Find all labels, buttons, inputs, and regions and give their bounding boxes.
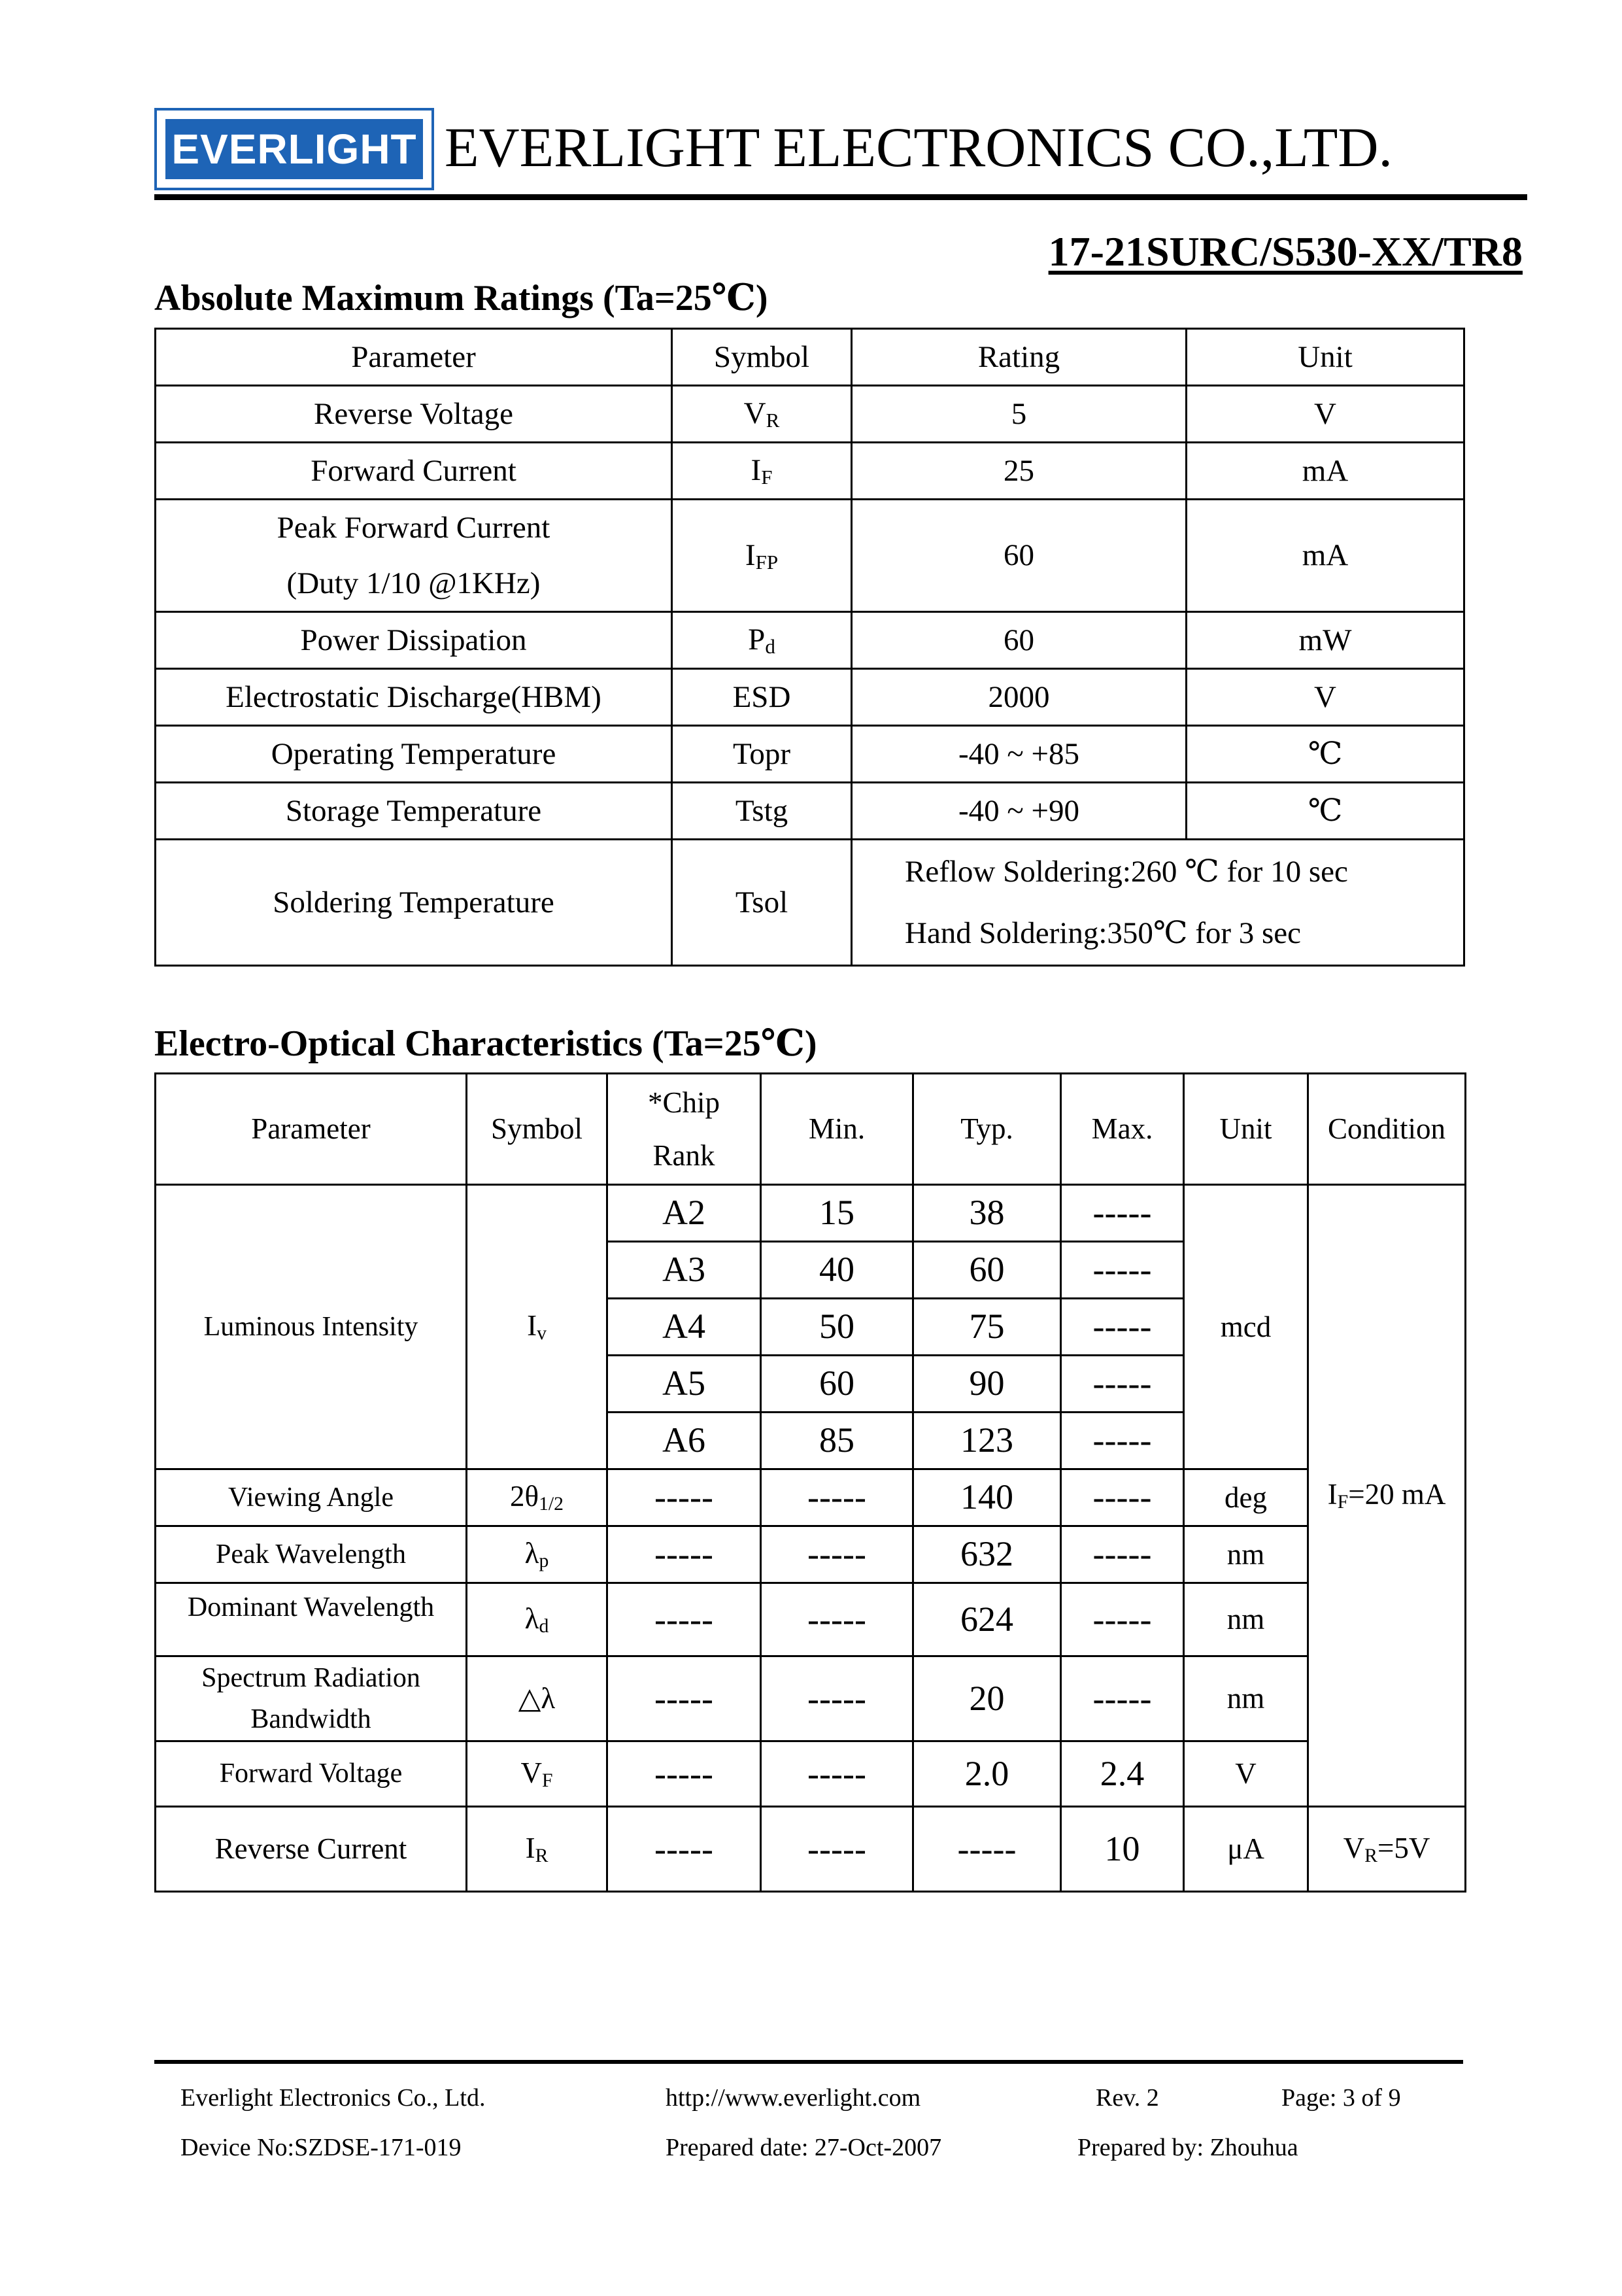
max-cell: ----- <box>1061 1469 1184 1526</box>
header-cell: Condition <box>1308 1074 1466 1185</box>
table-row <box>156 1526 1466 1583</box>
param-cell: Peak Forward Current (Duty 1/10 @1KHz) <box>156 500 672 612</box>
symbol-cell: $2\theta_{1/2}$ <box>467 1469 607 1526</box>
param-cell: Dominant Wavelength <box>156 1583 467 1656</box>
max-cell: ----- <box>1061 1413 1184 1469</box>
max-cell: ----- <box>1061 1242 1184 1299</box>
typ-cell: 624 <box>913 1583 1061 1656</box>
unit-cell: V <box>1187 669 1464 726</box>
table-row <box>156 1807 1466 1892</box>
param-cell: Viewing Angle <box>156 1469 467 1526</box>
table-row <box>156 500 1464 612</box>
min-cell: 60 <box>761 1356 913 1413</box>
rank-cell: ----- <box>607 1583 761 1656</box>
unit-cell: mcd <box>1184 1185 1308 1469</box>
symbol-cell: $V_F$ <box>467 1741 607 1807</box>
table-row <box>156 1469 1466 1526</box>
unit-cell: V <box>1187 386 1464 443</box>
symbol-cell: $I_v$ <box>467 1185 607 1469</box>
rating-cell: -40 ~ +90 <box>852 783 1187 840</box>
part-number: 17-21SURC/S530-XX/TR8 <box>1048 228 1523 275</box>
unit-cell: nm <box>1184 1583 1308 1656</box>
rating-cell: 60 <box>852 500 1187 612</box>
typ-cell: 90 <box>913 1356 1061 1413</box>
header-cell: Max. <box>1061 1074 1184 1185</box>
symbol-cell: $\lambda_p$ <box>467 1526 607 1583</box>
table-row <box>156 386 1464 443</box>
footer-revision: Rev. 2 <box>1096 2084 1159 2112</box>
symbol-cell: $V_R$ <box>672 386 852 443</box>
unit-cell: deg <box>1184 1469 1308 1526</box>
rank-cell: ----- <box>607 1656 761 1741</box>
typ-cell: 75 <box>913 1299 1061 1356</box>
rank-cell: ----- <box>607 1526 761 1583</box>
min-cell: ----- <box>761 1807 913 1892</box>
symbol-cell: $P_d$ <box>672 612 852 669</box>
max-cell: ----- <box>1061 1356 1184 1413</box>
symbol-cell: $I_{FP}$ <box>672 500 852 612</box>
header-cell: Rating <box>852 329 1187 386</box>
table-row <box>156 1656 1466 1741</box>
unit-cell: μA <box>1184 1807 1308 1892</box>
min-cell: ----- <box>761 1526 913 1583</box>
max-cell: ----- <box>1061 1526 1184 1583</box>
min-cell: ----- <box>761 1583 913 1656</box>
typ-cell: 2.0 <box>913 1741 1061 1807</box>
typ-cell: 632 <box>913 1526 1061 1583</box>
logo-text: EVERLIGHT <box>165 119 423 179</box>
table-row <box>156 669 1464 726</box>
table-row <box>156 612 1464 669</box>
table-row <box>156 840 1464 966</box>
rating-cell: 25 <box>852 443 1187 500</box>
table-row <box>156 443 1464 500</box>
symbol-cell: ESD <box>672 669 852 726</box>
header-cell: Symbol <box>467 1074 607 1185</box>
header-cell: Unit <box>1187 329 1464 386</box>
table-row <box>156 1741 1466 1807</box>
unit-cell: mA <box>1187 500 1464 612</box>
typ-cell: 123 <box>913 1413 1061 1469</box>
param-cell: Luminous Intensity <box>156 1185 467 1469</box>
condition-cell: $I_F=20$ mA <box>1308 1185 1466 1807</box>
rank-cell: A4 <box>607 1299 761 1356</box>
header-cell: Unit <box>1184 1074 1308 1185</box>
rating-cell: 2000 <box>852 669 1187 726</box>
min-cell: 50 <box>761 1299 913 1356</box>
rating-cell: 5 <box>852 386 1187 443</box>
param-cell: Forward Current <box>156 443 672 500</box>
min-cell: 15 <box>761 1185 913 1242</box>
table-row <box>156 783 1464 840</box>
unit-cell: mA <box>1187 443 1464 500</box>
table-row <box>156 1583 1466 1656</box>
max-cell: ----- <box>1061 1583 1184 1656</box>
symbol-cell: $I_F$ <box>672 443 852 500</box>
max-cell: ----- <box>1061 1185 1184 1242</box>
footer-divider <box>154 2060 1463 2064</box>
unit-cell: mW <box>1187 612 1464 669</box>
unit-cell: nm <box>1184 1526 1308 1583</box>
symbol-cell: $I_R$ <box>467 1807 607 1892</box>
footer-url[interactable]: http://www.everlight.com <box>666 2084 921 2112</box>
param-cell: Electrostatic Discharge(HBM) <box>156 669 672 726</box>
param-cell: Reverse Current <box>156 1807 467 1892</box>
typ-cell: 38 <box>913 1185 1061 1242</box>
unit-cell: nm <box>1184 1656 1308 1741</box>
typ-cell: ----- <box>913 1807 1061 1892</box>
typ-cell: 60 <box>913 1242 1061 1299</box>
param-cell: Forward Voltage <box>156 1741 467 1807</box>
param-cell: Reverse Voltage <box>156 386 672 443</box>
header-cell: Symbol <box>672 329 852 386</box>
min-cell: ----- <box>761 1741 913 1807</box>
header-cell: Parameter <box>156 1074 467 1185</box>
param-cell: Storage Temperature <box>156 783 672 840</box>
param-cell: Peak Wavelength <box>156 1526 467 1583</box>
min-cell: ----- <box>761 1469 913 1526</box>
footer-page-number: Page: 3 of 9 <box>1281 2084 1401 2112</box>
min-cell: 85 <box>761 1413 913 1469</box>
rank-cell: ----- <box>607 1469 761 1526</box>
typ-cell: 20 <box>913 1656 1061 1741</box>
unit-cell: ℃ <box>1187 726 1464 783</box>
param-cell: Operating Temperature <box>156 726 672 783</box>
soldering-rating-cell: Reflow Soldering:260 ℃ for 10 sec Hand Soldering:350℃ for 3 sec <box>852 840 1464 966</box>
header-cell: Min. <box>761 1074 913 1185</box>
footer-device-no: Device No:SZDSE-171-019 <box>180 2134 462 2161</box>
param-cell: Soldering Temperature <box>156 840 672 966</box>
rating-cell: -40 ~ +85 <box>852 726 1187 783</box>
amr-title: Absolute Maximum Ratings (Ta=25℃) <box>154 278 768 318</box>
unit-cell: V <box>1184 1741 1308 1807</box>
electro-optical-table <box>154 1072 1466 1893</box>
footer-prepared-by: Prepared by: Zhouhua <box>1077 2134 1298 2161</box>
symbol-cell: △λ <box>467 1656 607 1741</box>
max-cell: ----- <box>1061 1656 1184 1741</box>
header-cell: *Chip Rank <box>607 1074 761 1185</box>
rank-cell: ----- <box>607 1807 761 1892</box>
header-cell: Parameter <box>156 329 672 386</box>
rank-cell: A2 <box>607 1185 761 1242</box>
header-cell: Typ. <box>913 1074 1061 1185</box>
condition-cell: $V_R=5V$ <box>1308 1807 1466 1892</box>
unit-cell: ℃ <box>1187 783 1464 840</box>
symbol-cell: Tsol <box>672 840 852 966</box>
max-cell: 10 <box>1061 1807 1184 1892</box>
footer-prepared-date: Prepared date: 27-Oct-2007 <box>666 2134 942 2161</box>
table-header-row <box>156 1074 1466 1185</box>
eoc-title: Electro-Optical Characteristics (Ta=25℃) <box>154 1023 817 1064</box>
param-cell: Spectrum Radiation Bandwidth <box>156 1656 467 1741</box>
table-header-row <box>156 329 1464 386</box>
symbol-cell: Tstg <box>672 783 852 840</box>
everlight-logo <box>154 108 434 190</box>
rank-cell: A5 <box>607 1356 761 1413</box>
rating-cell: 60 <box>852 612 1187 669</box>
symbol-cell: Topr <box>672 726 852 783</box>
table-row <box>156 726 1464 783</box>
symbol-cell: $\lambda_d$ <box>467 1583 607 1656</box>
param-cell: Power Dissipation <box>156 612 672 669</box>
max-cell: 2.4 <box>1061 1741 1184 1807</box>
rank-cell: A6 <box>607 1413 761 1469</box>
company-name: EVERLIGHT ELECTRONICS CO.,LTD. <box>445 116 1393 179</box>
max-cell: ----- <box>1061 1299 1184 1356</box>
min-cell: ----- <box>761 1656 913 1741</box>
footer-company: Everlight Electronics Co., Ltd. <box>180 2084 486 2112</box>
rank-cell: A3 <box>607 1242 761 1299</box>
header-divider <box>154 194 1527 200</box>
absolute-max-ratings-table <box>154 328 1465 967</box>
min-cell: 40 <box>761 1242 913 1299</box>
typ-cell: 140 <box>913 1469 1061 1526</box>
rank-cell: ----- <box>607 1741 761 1807</box>
table-row <box>156 1185 1466 1242</box>
